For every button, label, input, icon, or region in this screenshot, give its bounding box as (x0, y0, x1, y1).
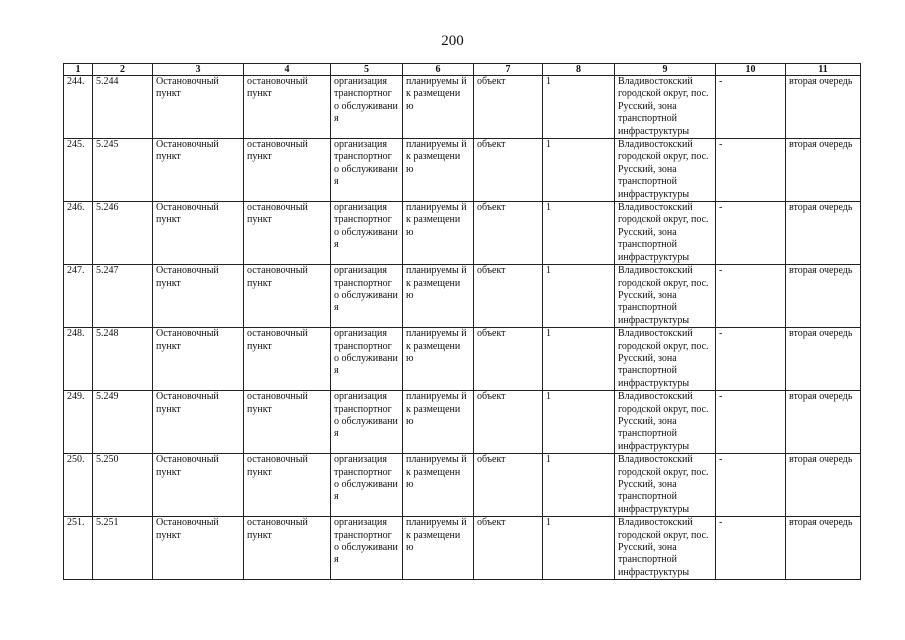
object-kind: объект (474, 202, 543, 265)
data-table (63, 63, 861, 580)
object-type: остановочный пункт (244, 391, 331, 454)
object-type: остановочный пункт (244, 139, 331, 202)
object-type: остановочный пункт (244, 202, 331, 265)
table-row (64, 202, 861, 265)
object-purpose: организация транспортног о обслуживани я (331, 454, 403, 517)
object-name: Остановочный пункт (153, 76, 244, 139)
object-purpose: организация транспортног о обслуживани я (331, 202, 403, 265)
object-status: планируемы й к размещени ю (403, 328, 474, 391)
row-number: 244. (64, 76, 93, 139)
object-purpose: организация транспортног о обслуживани я (331, 391, 403, 454)
object-stage: вторая очередь (786, 454, 861, 517)
object-location: Владивостокский городской округ, пос. Русский, зона транспортной инфраструктуры (615, 265, 716, 328)
object-kind: объект (474, 139, 543, 202)
column-header: 7 (474, 64, 543, 76)
object-type: остановочный пункт (244, 454, 331, 517)
table-row (64, 265, 861, 328)
table-row (64, 76, 861, 139)
object-status: планируемы й к размещени ю (403, 76, 474, 139)
object-name: Остановочный пункт (153, 328, 244, 391)
object-location: Владивостокский городской округ, пос. Русский, зона транспортной инфраструктуры (615, 202, 716, 265)
object-zone: - (716, 517, 786, 580)
object-status: планируемы й к размещенн ю (403, 454, 474, 517)
object-kind: объект (474, 517, 543, 580)
column-header: 8 (543, 64, 615, 76)
object-location: Владивостокский городской округ, пос. Русский, зона транспортной инфраструктуры (615, 517, 716, 580)
object-zone: - (716, 202, 786, 265)
table-row (64, 391, 861, 454)
object-type: остановочный пункт (244, 328, 331, 391)
column-header: 2 (93, 64, 153, 76)
row-code: 5.244 (93, 76, 153, 139)
object-kind: объект (474, 76, 543, 139)
object-quantity: 1 (543, 139, 615, 202)
page-number: 200 (441, 33, 464, 49)
row-code: 5.251 (93, 517, 153, 580)
row-code: 5.250 (93, 454, 153, 517)
object-quantity: 1 (543, 454, 615, 517)
object-location: Владивостокский городской округ, пос. Русский, зона транспортной инфраструктуры (615, 391, 716, 454)
object-name: Остановочный пункт (153, 202, 244, 265)
column-header: 4 (244, 64, 331, 76)
object-type: остановочный пункт (244, 517, 331, 580)
object-stage: вторая очередь (786, 328, 861, 391)
row-code: 5.247 (93, 265, 153, 328)
object-kind: объект (474, 454, 543, 517)
row-number: 249. (64, 391, 93, 454)
object-stage: вторая очередь (786, 202, 861, 265)
object-status: планируемы й к размещени ю (403, 265, 474, 328)
column-header: 1 (64, 64, 93, 76)
row-code: 5.246 (93, 202, 153, 265)
object-name: Остановочный пункт (153, 391, 244, 454)
object-location: Владивостокский городской округ, пос. Русский, зона транспортной инфраструктуры (615, 328, 716, 391)
column-header: 9 (615, 64, 716, 76)
object-location: Владивостокский городской округ, пос. Русский, зона транспортной инфраструктуры (615, 454, 716, 517)
object-stage: вторая очередь (786, 76, 861, 139)
object-status: планируемы й к размещени ю (403, 202, 474, 265)
row-number: 248. (64, 328, 93, 391)
column-header: 3 (153, 64, 244, 76)
table-row (64, 454, 861, 517)
row-code: 5.248 (93, 328, 153, 391)
table-row (64, 139, 861, 202)
object-zone: - (716, 139, 786, 202)
header-row (64, 64, 861, 76)
object-status: планируемы й к размещени ю (403, 517, 474, 580)
row-number: 246. (64, 202, 93, 265)
row-code: 5.245 (93, 139, 153, 202)
object-type: остановочный пункт (244, 76, 331, 139)
object-stage: вторая очередь (786, 265, 861, 328)
object-quantity: 1 (543, 517, 615, 580)
object-stage: вторая очередь (786, 391, 861, 454)
object-name: Остановочный пункт (153, 139, 244, 202)
object-status: планируемы й к размещени ю (403, 391, 474, 454)
row-number: 250. (64, 454, 93, 517)
object-quantity: 1 (543, 391, 615, 454)
object-quantity: 1 (543, 328, 615, 391)
object-location: Владивостокский городской округ, пос. Русский, зона транспортной инфраструктуры (615, 76, 716, 139)
object-purpose: организация транспортног о обслуживани я (331, 328, 403, 391)
object-location: Владивостокский городской округ, пос. Русский, зона транспортной инфраструктуры (615, 139, 716, 202)
object-purpose: организация транспортног о обслуживани я (331, 76, 403, 139)
object-name: Остановочный пункт (153, 265, 244, 328)
object-zone: - (716, 265, 786, 328)
row-number: 247. (64, 265, 93, 328)
object-zone: - (716, 454, 786, 517)
object-zone: - (716, 391, 786, 454)
column-header: 5 (331, 64, 403, 76)
row-number: 251. (64, 517, 93, 580)
object-purpose: организация транспортног о обслуживани я (331, 265, 403, 328)
object-kind: объект (474, 265, 543, 328)
object-name: Остановочный пункт (153, 517, 244, 580)
object-stage: вторая очередь (786, 517, 861, 580)
object-purpose: организация транспортног о обслуживани я (331, 517, 403, 580)
row-number: 245. (64, 139, 93, 202)
object-status: планируемы й к размещени ю (403, 139, 474, 202)
row-code: 5.249 (93, 391, 153, 454)
column-header: 6 (403, 64, 474, 76)
object-quantity: 1 (543, 265, 615, 328)
object-stage: вторая очередь (786, 139, 861, 202)
column-header: 11 (786, 64, 861, 76)
object-quantity: 1 (543, 76, 615, 139)
object-zone: - (716, 328, 786, 391)
object-quantity: 1 (543, 202, 615, 265)
object-purpose: организация транспортног о обслуживани я (331, 139, 403, 202)
object-zone: - (716, 76, 786, 139)
object-kind: объект (474, 328, 543, 391)
column-header: 10 (716, 64, 786, 76)
object-name: Остановочный пункт (153, 454, 244, 517)
table-row (64, 328, 861, 391)
object-kind: объект (474, 391, 543, 454)
object-type: остановочный пункт (244, 265, 331, 328)
table-row (64, 517, 861, 580)
